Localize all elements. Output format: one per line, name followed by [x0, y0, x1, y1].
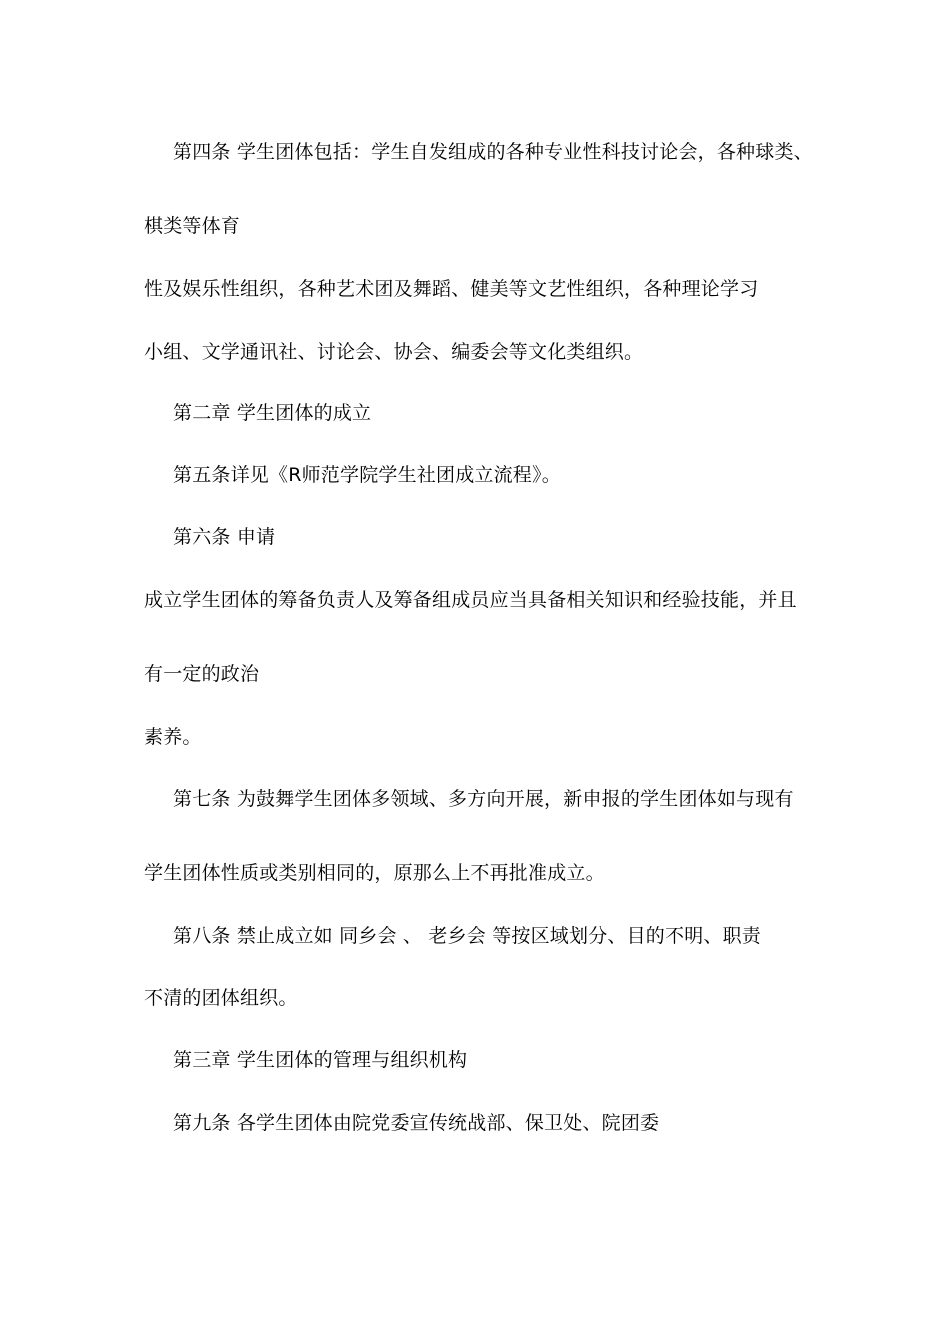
- article-8-line-1: 第八条 禁止成立如 同乡会 、 老乡会 等按区域划分、目的不明、职责: [173, 925, 761, 947]
- article-7-line-1: 第七条 为鼓舞学生团体多领域、多方向开展，新申报的学生团体如与现有: [173, 788, 794, 810]
- article-4-line-2: 棋类等体育: [144, 215, 241, 237]
- chapter-3-heading: 第三章 学生团体的管理与组织机构: [173, 1049, 468, 1071]
- article-5: 第五条详见《R师范学院学生社团成立流程》。: [173, 464, 561, 486]
- article-6-heading: 第六条 申请: [173, 526, 276, 548]
- article-8-line-2: 不清的团体组织。: [144, 987, 298, 1009]
- article-6-line-1: 成立学生团体的筹备负责人及筹备组成员应当具备相关知识和经验技能，并且: [144, 589, 797, 611]
- article-6-line-3: 素养。: [144, 726, 202, 748]
- chapter-2-heading: 第二章 学生团体的成立: [173, 402, 372, 424]
- article-4-line-4: 小组、文学通讯社、讨论会、协会、编委会等文化类组织。: [144, 341, 644, 363]
- article-4-line-1: 第四条 学生团体包括：学生自发组成的各种专业性科技讨论会，各种球类、: [173, 141, 813, 163]
- article-6-line-2: 有一定的政治: [144, 663, 260, 685]
- article-4-line-3: 性及娱乐性组织，各种艺术团及舞蹈、健美等文艺性组织，各种理论学习: [144, 278, 759, 300]
- article-7-line-2: 学生团体性质或类别相同的，原那么上不再批准成立。: [144, 862, 605, 884]
- article-9-line-1: 第九条 各学生团体由院党委宣传统战部、保卫处、院团委: [173, 1112, 660, 1134]
